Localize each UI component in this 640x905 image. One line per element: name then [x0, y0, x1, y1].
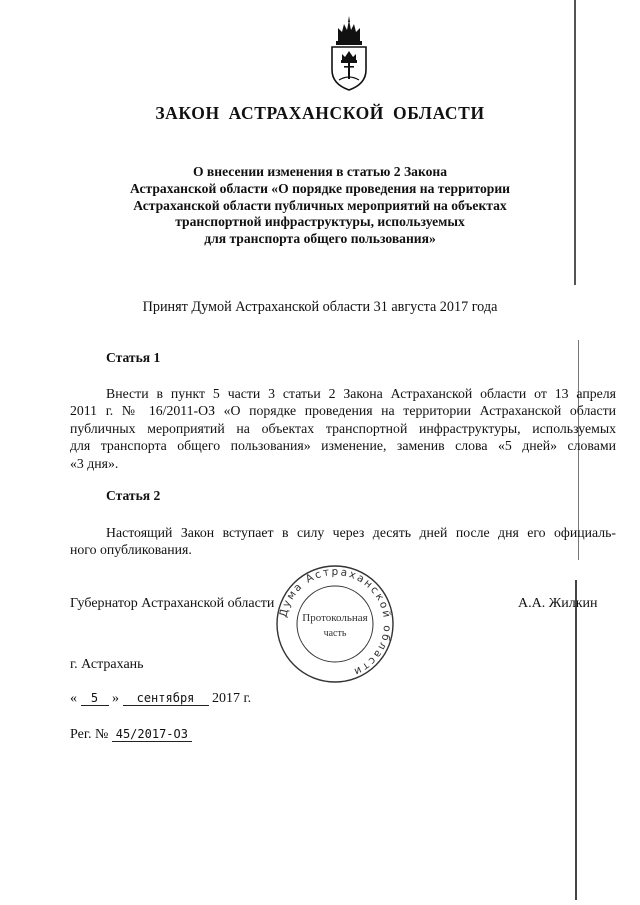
adoption-statement: Принят Думой Астраханской области 31 августа 2017 года [142, 299, 498, 315]
law-subject [90, 164, 550, 248]
scan-edge-line [574, 0, 576, 285]
law-title: ЗАКОН АСТРАХАНСКОЙ ОБЛАСТИ [155, 103, 485, 123]
article-1-heading: Статья 1 [106, 350, 161, 365]
article-2-line: ного опубликования. [70, 542, 192, 558]
registration-number [70, 727, 192, 743]
registration-value: 45/2017-ОЗ [112, 728, 192, 742]
subject-line: Астраханской области «О порядке проведения на территории [130, 180, 510, 196]
subject-line: транспортной инфраструктуры, используемых [175, 214, 465, 230]
stamp-ring-text: Дума Астраханской области [277, 565, 394, 679]
place-of-signing: г. Астрахань [70, 657, 144, 672]
date-month: сентября [123, 692, 209, 706]
article-2-line: Настоящий Закон вступает в силу через десять дней после дня его официаль- [106, 525, 616, 540]
article-1-line: для транспорта общего пользования» изменение, заменив слова «5 дней» словами [70, 438, 616, 454]
subject-line: Астраханской области публичных мероприятий на объектах [133, 197, 507, 213]
signatory-position: Губернатор Астраханской области [70, 596, 275, 611]
round-stamp [274, 563, 396, 685]
article-1-line: 2011 г. № 16/2011-ОЗ «О порядке проведения на территории Астраханской области [70, 403, 616, 419]
stamp-center-line: Протокольная [302, 612, 368, 624]
stamp-center-line: часть [323, 628, 347, 639]
date-day: 5 [81, 692, 109, 706]
article-1-line: публичных мероприятий на объектах транспортной инфраструктуры, используемых [70, 420, 616, 436]
coat-of-arms-emblem [324, 14, 374, 92]
signing-date [70, 691, 251, 707]
subject-line: для транспорта общего пользования» [204, 231, 436, 247]
article-2-heading: Статья 2 [106, 488, 161, 503]
article-1-line: «3 дня». [70, 455, 119, 471]
article-1-text [70, 385, 616, 472]
date-close-quote: » [112, 691, 119, 706]
scan-edge-line [575, 580, 577, 900]
article-2-text [70, 524, 616, 559]
signatory-name: А.А. Жилкин [518, 596, 598, 611]
date-year: 2017 г. [212, 691, 252, 706]
article-1-line: Внести в пункт 5 части 3 статьи 2 Закона Астраханской области от 13 апреля [106, 386, 616, 401]
date-open-quote: « [70, 691, 77, 706]
registration-label: Рег. № [70, 727, 109, 742]
subject-line: О внесении изменения в статью 2 Закона [192, 164, 448, 179]
